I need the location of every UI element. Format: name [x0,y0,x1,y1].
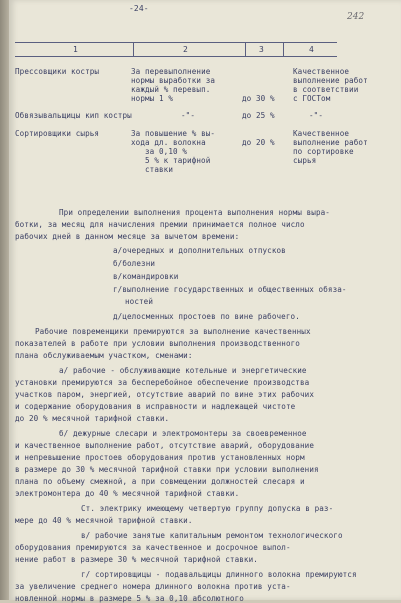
paragraph-line: до 20 % месячной тарифной ставки. [15,414,170,423]
paragraph-line: Рабочие повременщики премируются за выполнение качественных [35,327,311,336]
paragraph-line: б/ дежурные слесари и электромонтеры за своевременное [59,429,307,438]
table-cell-role: Сортировщики сырья [15,129,100,138]
paragraph-line: в/ рабочие занятые капитальным ремонтом технологического [81,531,343,540]
paragraph-line: плана по объему смежной, а при совмещении должностей слесаря и [15,477,305,486]
table-cell-condition: 5 % к тарифной [145,156,211,165]
table-cell-requirement: Качественное [293,67,350,76]
paragraph-line: нение работ в размере 30 % месячной тарифной ставки. [15,555,258,564]
list-item: а/очередных и дополнительных отпусков [113,246,286,255]
table-cell-condition: за 0,10 % [145,147,188,156]
column-number-3: 3 [259,45,267,54]
paragraph-line: мере до 40 % месячной тарифной ставки. [15,516,193,525]
table-cell-requirement: выполнение работ [293,76,368,85]
list-item: ностей [125,297,154,306]
table-cell-bonus: до 25 % [242,111,275,120]
column-number-4: 4 [309,45,317,54]
table-cell-role: Прессовщики костры [15,67,100,76]
column-divider [133,42,134,56]
table-cell-condition: ставки [145,165,174,174]
table-cell-role: Обвязывальщицы кип костры [15,111,132,120]
table-cell-requirement: -"- [309,111,324,120]
paragraph-line: в размере до 30 % месячной тарифной ставки при условии выполнения [15,465,319,474]
column-divider [283,42,284,56]
list-item: в/командировки [113,272,179,281]
archive-number: 242 [347,12,365,22]
paragraph-line: и непревышение простоев оборудования против установленных норм [15,453,305,462]
paragraph-line: При определении выполнения процента выполнения нормы выра- [59,208,330,217]
column-number-2: 2 [183,45,191,54]
table-cell-condition: нормы 1 % [131,94,174,103]
paragraph-line: за увеличение среднего номера длинного волокна против уста- [15,582,291,591]
table-cell-condition: хода дл. волокна [131,138,206,147]
paragraph-line: рабочих дней в данном месяце за вычетом времени: [15,232,240,241]
paragraph-line: электромонтера до 40 % месячной тарифной ставки. [15,489,240,498]
table-cell-condition: За перевыполнение [131,67,211,76]
paragraph-line: участков паром, энергией, отсутствие аварий по вине этих рабочих [15,390,314,399]
table-top-rule [15,42,337,43]
list-item: г/выполнение государственных и общественных обяза- [113,285,347,294]
document-page [9,0,401,603]
paragraph-line: плана обслуживаемым участком, сменами: [15,351,193,360]
paragraph-line: новленной нормы в размере 5 % за 0,10 абсолютного [15,594,244,603]
paragraph-line: и качественное выполнение работ, отсутствие аварий, оборудование [15,441,314,450]
paragraph-line: установки премируются за бесперебойное обеспечение производства [15,378,310,387]
table-cell-requirement: по сортировке [293,147,354,156]
table-cell-bonus: до 30 % [242,94,275,103]
table-cell-requirement: выполнение работ [293,138,368,147]
paragraph-line: оборудования премируются за качественное и досрочное выпол- [15,543,291,552]
column-divider [245,42,246,56]
table-cell-requirement: в соответствии [293,85,359,94]
paragraph-line: ботки, за месяц для начисления премии принимается полное число [15,220,305,229]
page-number: -24- [129,4,149,13]
table-cell-requirement: с ГОСТом [293,94,331,103]
table-header-rule [15,56,337,57]
table-cell-condition: каждый % перевып. [131,85,211,94]
table-cell-condition: За повышение % вы- [131,129,216,138]
table-cell-bonus: до 20 % [242,138,275,147]
paragraph-line: Ст. электрику имеющему четвертую группу допуска в раз- [81,504,334,513]
table-cell-condition: нормы выработки за [131,76,216,85]
paragraph-line: показателей в работе при условии выполнения производственного [15,339,300,348]
table-cell-requirement: сырья [293,156,317,165]
table-cell-condition: -"- [181,111,196,120]
paragraph-line: и содержание оборудования в исправности и надлежащей чистоте [15,402,296,411]
table-cell-requirement: Качественное [293,129,350,138]
list-item: д/целосменных простоев по вине рабочего. [113,312,300,321]
binding-edge [0,0,9,600]
paragraph-line: а/ рабочие - обслуживающие котельные и энергетические [59,366,307,375]
column-number-1: 1 [73,45,81,54]
list-item: б/болезни [113,259,156,268]
paragraph-line: г/ сортировщицы - подавальщицы длинного волокна премируются [81,570,357,579]
